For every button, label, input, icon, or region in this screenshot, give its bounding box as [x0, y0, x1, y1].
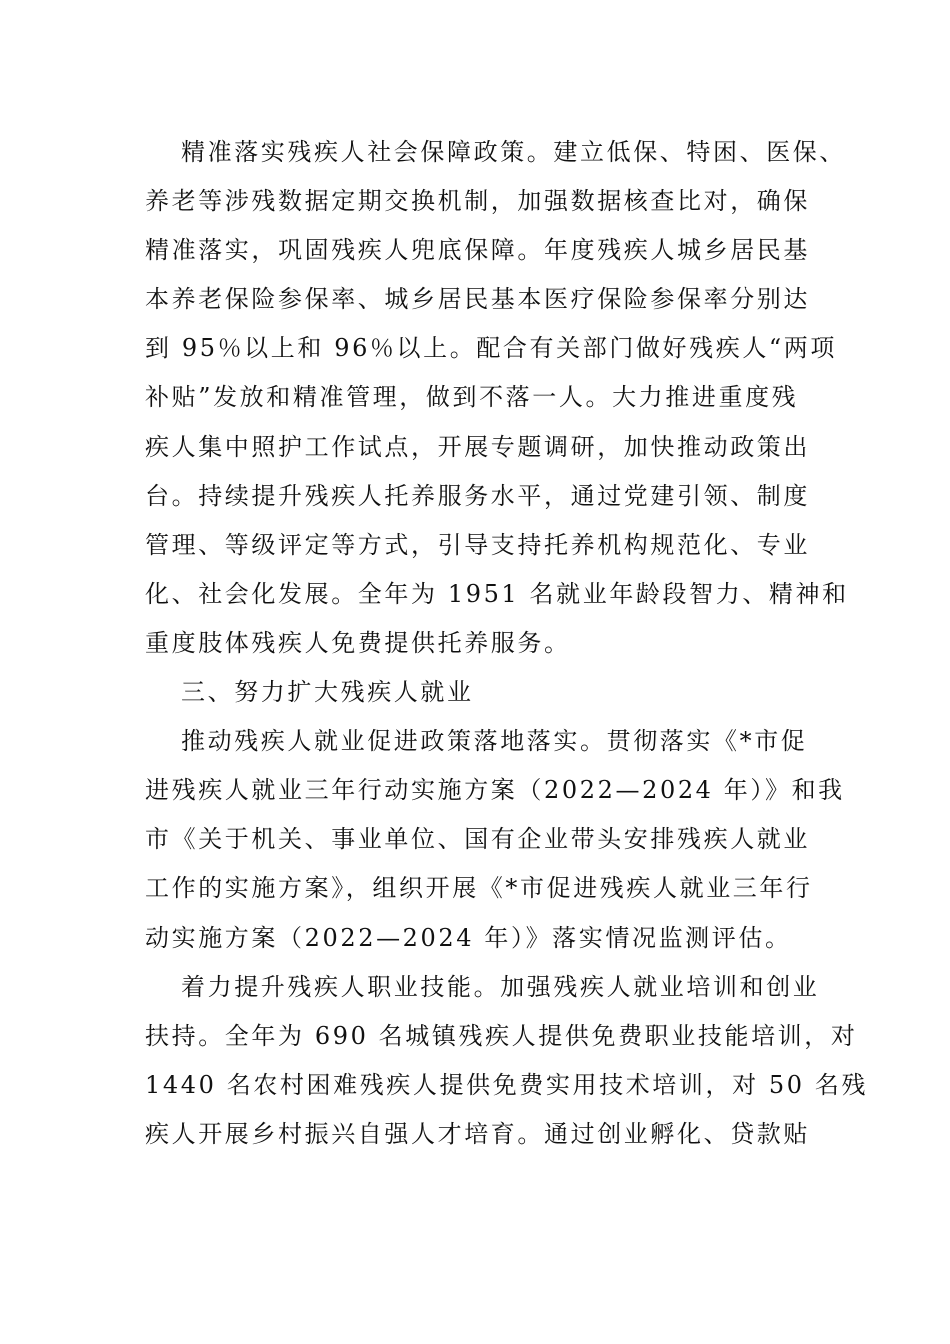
paragraph-employment-policy-line: 市《关于机关、事业单位、国有企业带头安排残疾人就业 — [145, 825, 810, 854]
paragraph-social-security-line: 化、社会化发展。全年为 1951 名就业年龄段智力、精神和 — [145, 579, 849, 608]
section-heading: 三、努力扩大残疾人就业 — [181, 678, 474, 707]
paragraph-employment-policy-line: 动实施方案（2022—2024 年）》落实情况监测评估。 — [145, 923, 792, 952]
paragraph-vocational-skills-line: 疾人开展乡村振兴自强人才培育。通过创业孵化、贷款贴 — [145, 1119, 810, 1148]
paragraph-employment-policy-line: 推动残疾人就业促进政策落地落实。贯彻落实《*市促 — [181, 727, 808, 756]
paragraph-social-security-line: 到 95％以上和 96％以上。配合有关部门做好残疾人“两项 — [145, 334, 838, 363]
paragraph-social-security-line: 重度肢体残疾人免费提供托养服务。 — [145, 628, 571, 657]
paragraph-social-security-line: 精准落实，巩固残疾人兜底保障。年度残疾人城乡居民基 — [145, 236, 810, 265]
paragraph-social-security-line: 疾人集中照护工作试点，开展专题调研，加快推动政策出 — [145, 432, 810, 461]
paragraph-social-security-line: 台。持续提升残疾人托养服务水平，通过党建引领、制度 — [145, 481, 810, 510]
paragraph-vocational-skills-line: 1440 名农村困难残疾人提供免费实用技术培训，对 50 名残 — [145, 1070, 869, 1099]
paragraph-employment-policy-line: 工作的实施方案》，组织开展《*市促进残疾人就业三年行 — [145, 874, 813, 903]
paragraph-employment-policy-line: 进残疾人就业三年行动实施方案（2022—2024 年）》和我 — [145, 776, 845, 805]
paragraph-social-security-line: 养老等涉残数据定期交换机制，加强数据核查比对，确保 — [145, 187, 810, 216]
paragraph-social-security-line: 补贴”发放和精准管理，做到不落一人。大力推进重度残 — [145, 383, 799, 412]
paragraph-vocational-skills-line: 扶持。全年为 690 名城镇残疾人提供免费职业技能培训，对 — [145, 1021, 858, 1050]
body-text — [145, 128, 869, 1159]
paragraph-social-security-line: 管理、等级评定等方式，引导支持托养机构规范化、专业 — [145, 530, 810, 559]
paragraph-vocational-skills-line: 着力提升残疾人职业技能。加强残疾人就业培训和创业 — [181, 972, 820, 1001]
paragraph-social-security-line: 本养老保险参保率、城乡居民基本医疗保险参保率分别达 — [145, 285, 810, 314]
paragraph-social-security-line: 精准落实残疾人社会保障政策。建立低保、特困、医保、 — [181, 138, 846, 166]
